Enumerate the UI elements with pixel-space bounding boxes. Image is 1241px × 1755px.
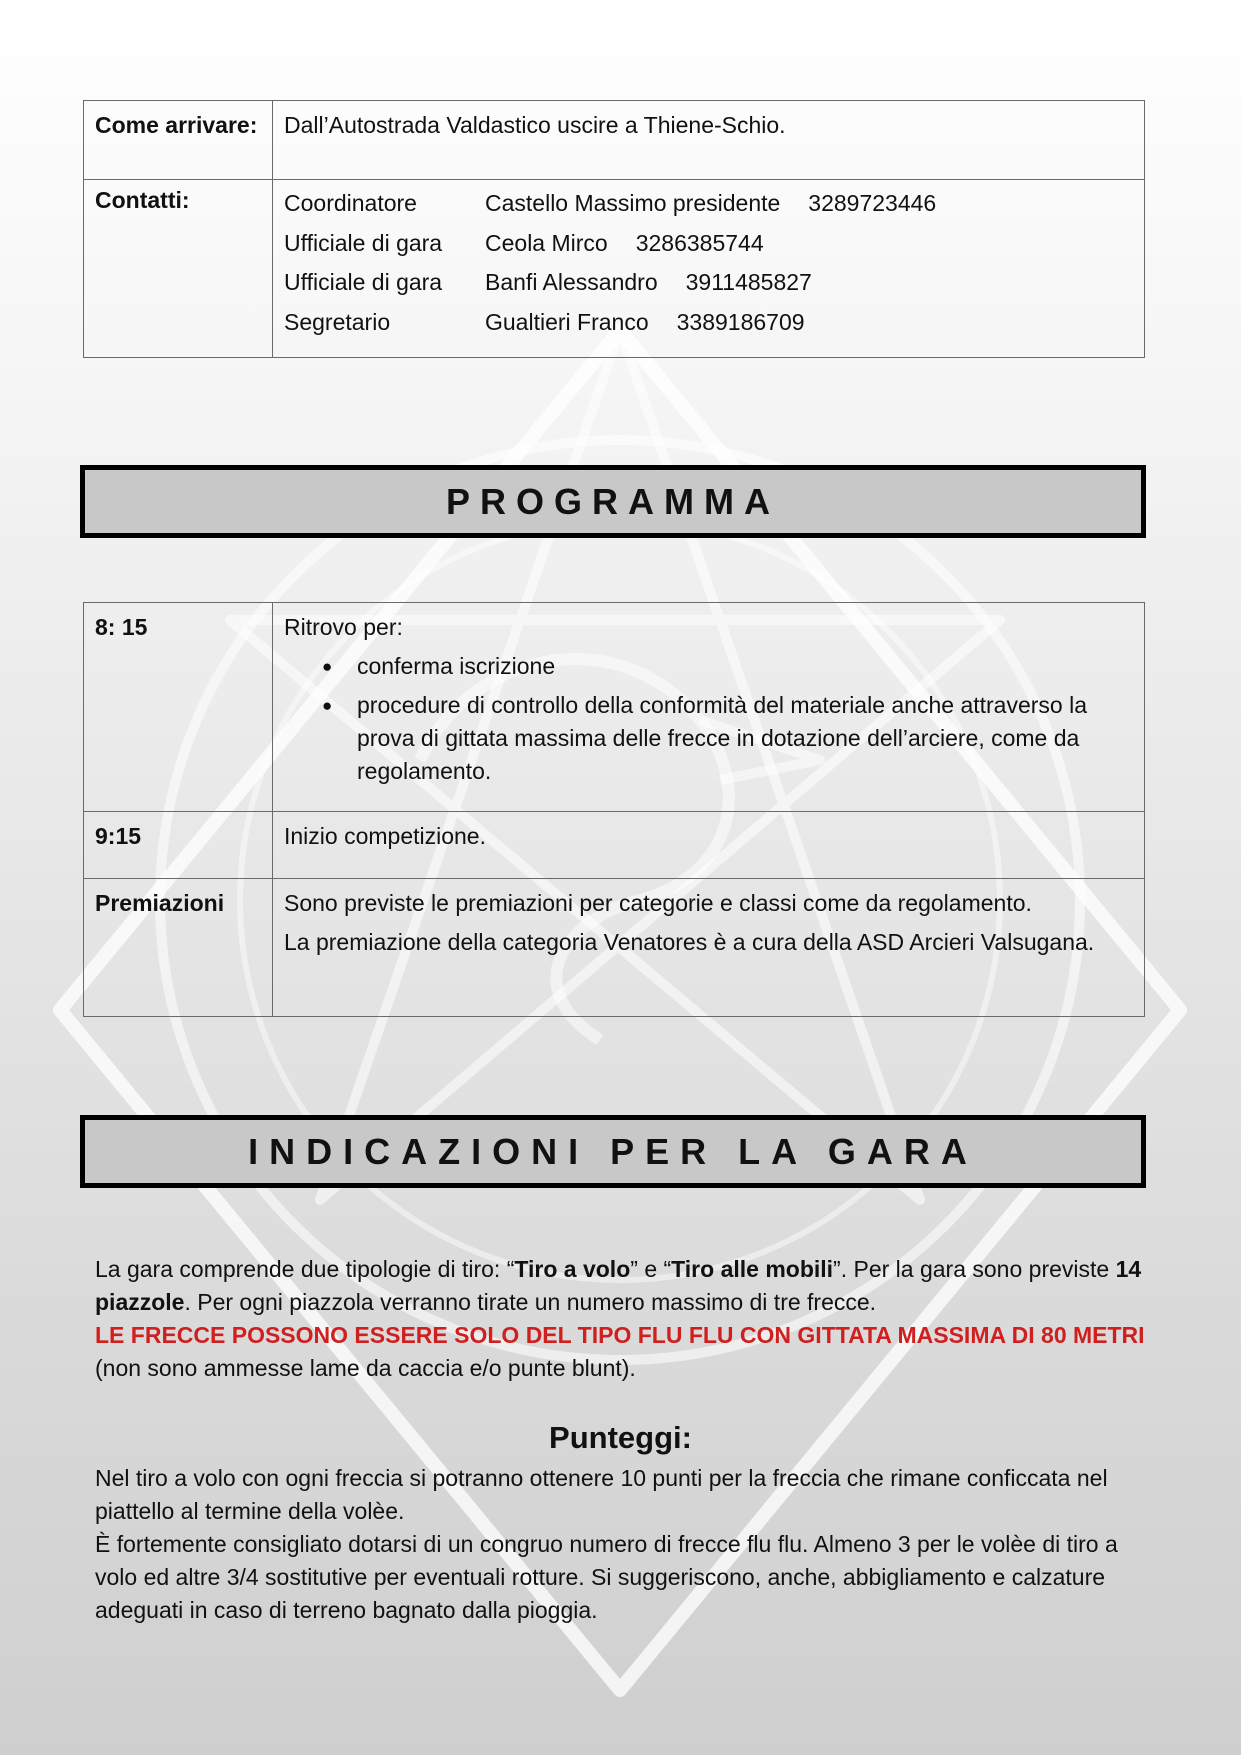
contact-phone: 3389186709 bbox=[676, 308, 805, 335]
text-run: La gara comprende due tipologie di tiro: “ bbox=[95, 1256, 515, 1282]
contact-name: Banfi Alessandro bbox=[485, 269, 658, 295]
premiazioni-cell bbox=[273, 879, 1145, 1017]
contact-row bbox=[284, 263, 1133, 303]
contact-role: Ufficiale di gara bbox=[284, 229, 443, 256]
punteggi-paragraph bbox=[95, 1462, 1145, 1627]
contact-row bbox=[284, 224, 1133, 264]
table-row bbox=[84, 180, 1145, 358]
activity-cell bbox=[273, 603, 1145, 812]
contact-phone: 3911485827 bbox=[685, 269, 812, 295]
contact-role: Segretario bbox=[284, 308, 391, 335]
time-cell: 8: 15 bbox=[84, 603, 273, 812]
contact-name: Gualtieri Franco bbox=[485, 308, 649, 335]
list-item: ● procedure di controllo della conformità del materiale anche attraverso la prova di gittata massima delle frecce in dotazione dell’arciere, come da regolamento. bbox=[284, 689, 1133, 788]
activity-text: Ritrovo per: bbox=[284, 614, 403, 640]
punteggi-line: Nel tiro a volo con ogni freccia si potranno ottenere 10 punti per la freccia che rimane conficcata nel piattello al termine della volèe. bbox=[95, 1465, 1108, 1524]
time-cell: 9:15 bbox=[84, 812, 273, 879]
info-table bbox=[83, 100, 1145, 358]
premiazioni-label: Premiazioni bbox=[84, 879, 273, 1017]
contact-name: Castello Massimo presidente bbox=[485, 190, 781, 216]
contact-role: Coordinatore bbox=[284, 190, 417, 216]
come-arrivare-value: Dall’Autostrada Valdastico uscire a Thiene-Schio. bbox=[273, 101, 1145, 180]
punteggi-heading: Punteggi: bbox=[549, 1420, 692, 1455]
contatti-label: Contatti: bbox=[84, 180, 273, 358]
contact-name: Ceola Mirco bbox=[485, 229, 608, 256]
indicazioni-paragraph bbox=[95, 1253, 1145, 1385]
text-run: ”. Per la gara sono previste bbox=[833, 1256, 1116, 1282]
table-row bbox=[84, 603, 1145, 812]
indicazioni-banner: INDICAZIONI PER LA GARA bbox=[80, 1115, 1146, 1188]
contact-phone: 3286385744 bbox=[635, 229, 764, 256]
punteggi-line: È fortemente consigliato dotarsi di un congruo numero di frecce flu flu. Almeno 3 per le volèe di tiro a volo ed altre 3/4 sostitutive per eventuali rotture. Si suggeriscono, anche, abbigliamento e calzature adeguati in caso di terreno bagnato dalla pioggia. bbox=[95, 1531, 1118, 1623]
text-run: ” e “ bbox=[630, 1256, 672, 1282]
text-run-bold: Tiro a volo bbox=[514, 1256, 631, 1282]
programma-table bbox=[83, 602, 1145, 1017]
come-arrivare-label: Come arrivare: bbox=[84, 101, 273, 180]
premiazioni-line: La premiazione della categoria Venatores è a cura della ASD Arcieri Valsugana. bbox=[284, 929, 1095, 955]
text-run-bold: Tiro alle mobili bbox=[671, 1256, 834, 1282]
table-row bbox=[84, 812, 1145, 879]
activity-text: Inizio competizione. bbox=[273, 812, 1145, 879]
contatti-list bbox=[273, 180, 1145, 358]
contact-row bbox=[284, 184, 1133, 224]
activity-bullet-list bbox=[284, 650, 1133, 788]
programma-banner: PROGRAMMA bbox=[80, 465, 1146, 538]
text-run: (non sono ammesse lame da caccia e/o punte blunt). bbox=[95, 1355, 636, 1381]
premiazioni-line: Sono previste le premiazioni per categorie e classi come da regolamento. bbox=[284, 890, 1032, 916]
contact-phone: 3289723446 bbox=[808, 190, 937, 216]
text-run: . Per ogni piazzola verranno tirate un numero massimo di tre frecce. bbox=[184, 1289, 877, 1315]
arrow-rule-warning: LE FRECCE POSSONO ESSERE SOLO DEL TIPO FLU FLU CON GITTATA MASSIMA DI 80 METRI bbox=[95, 1322, 1145, 1348]
list-item: ● conferma iscrizione bbox=[284, 650, 1133, 683]
contact-role: Ufficiale di gara bbox=[284, 269, 443, 295]
contact-row bbox=[284, 303, 1133, 343]
table-row bbox=[84, 101, 1145, 180]
text-run-bold: 14 piazzole bbox=[95, 1256, 1142, 1315]
table-row bbox=[84, 879, 1145, 1017]
